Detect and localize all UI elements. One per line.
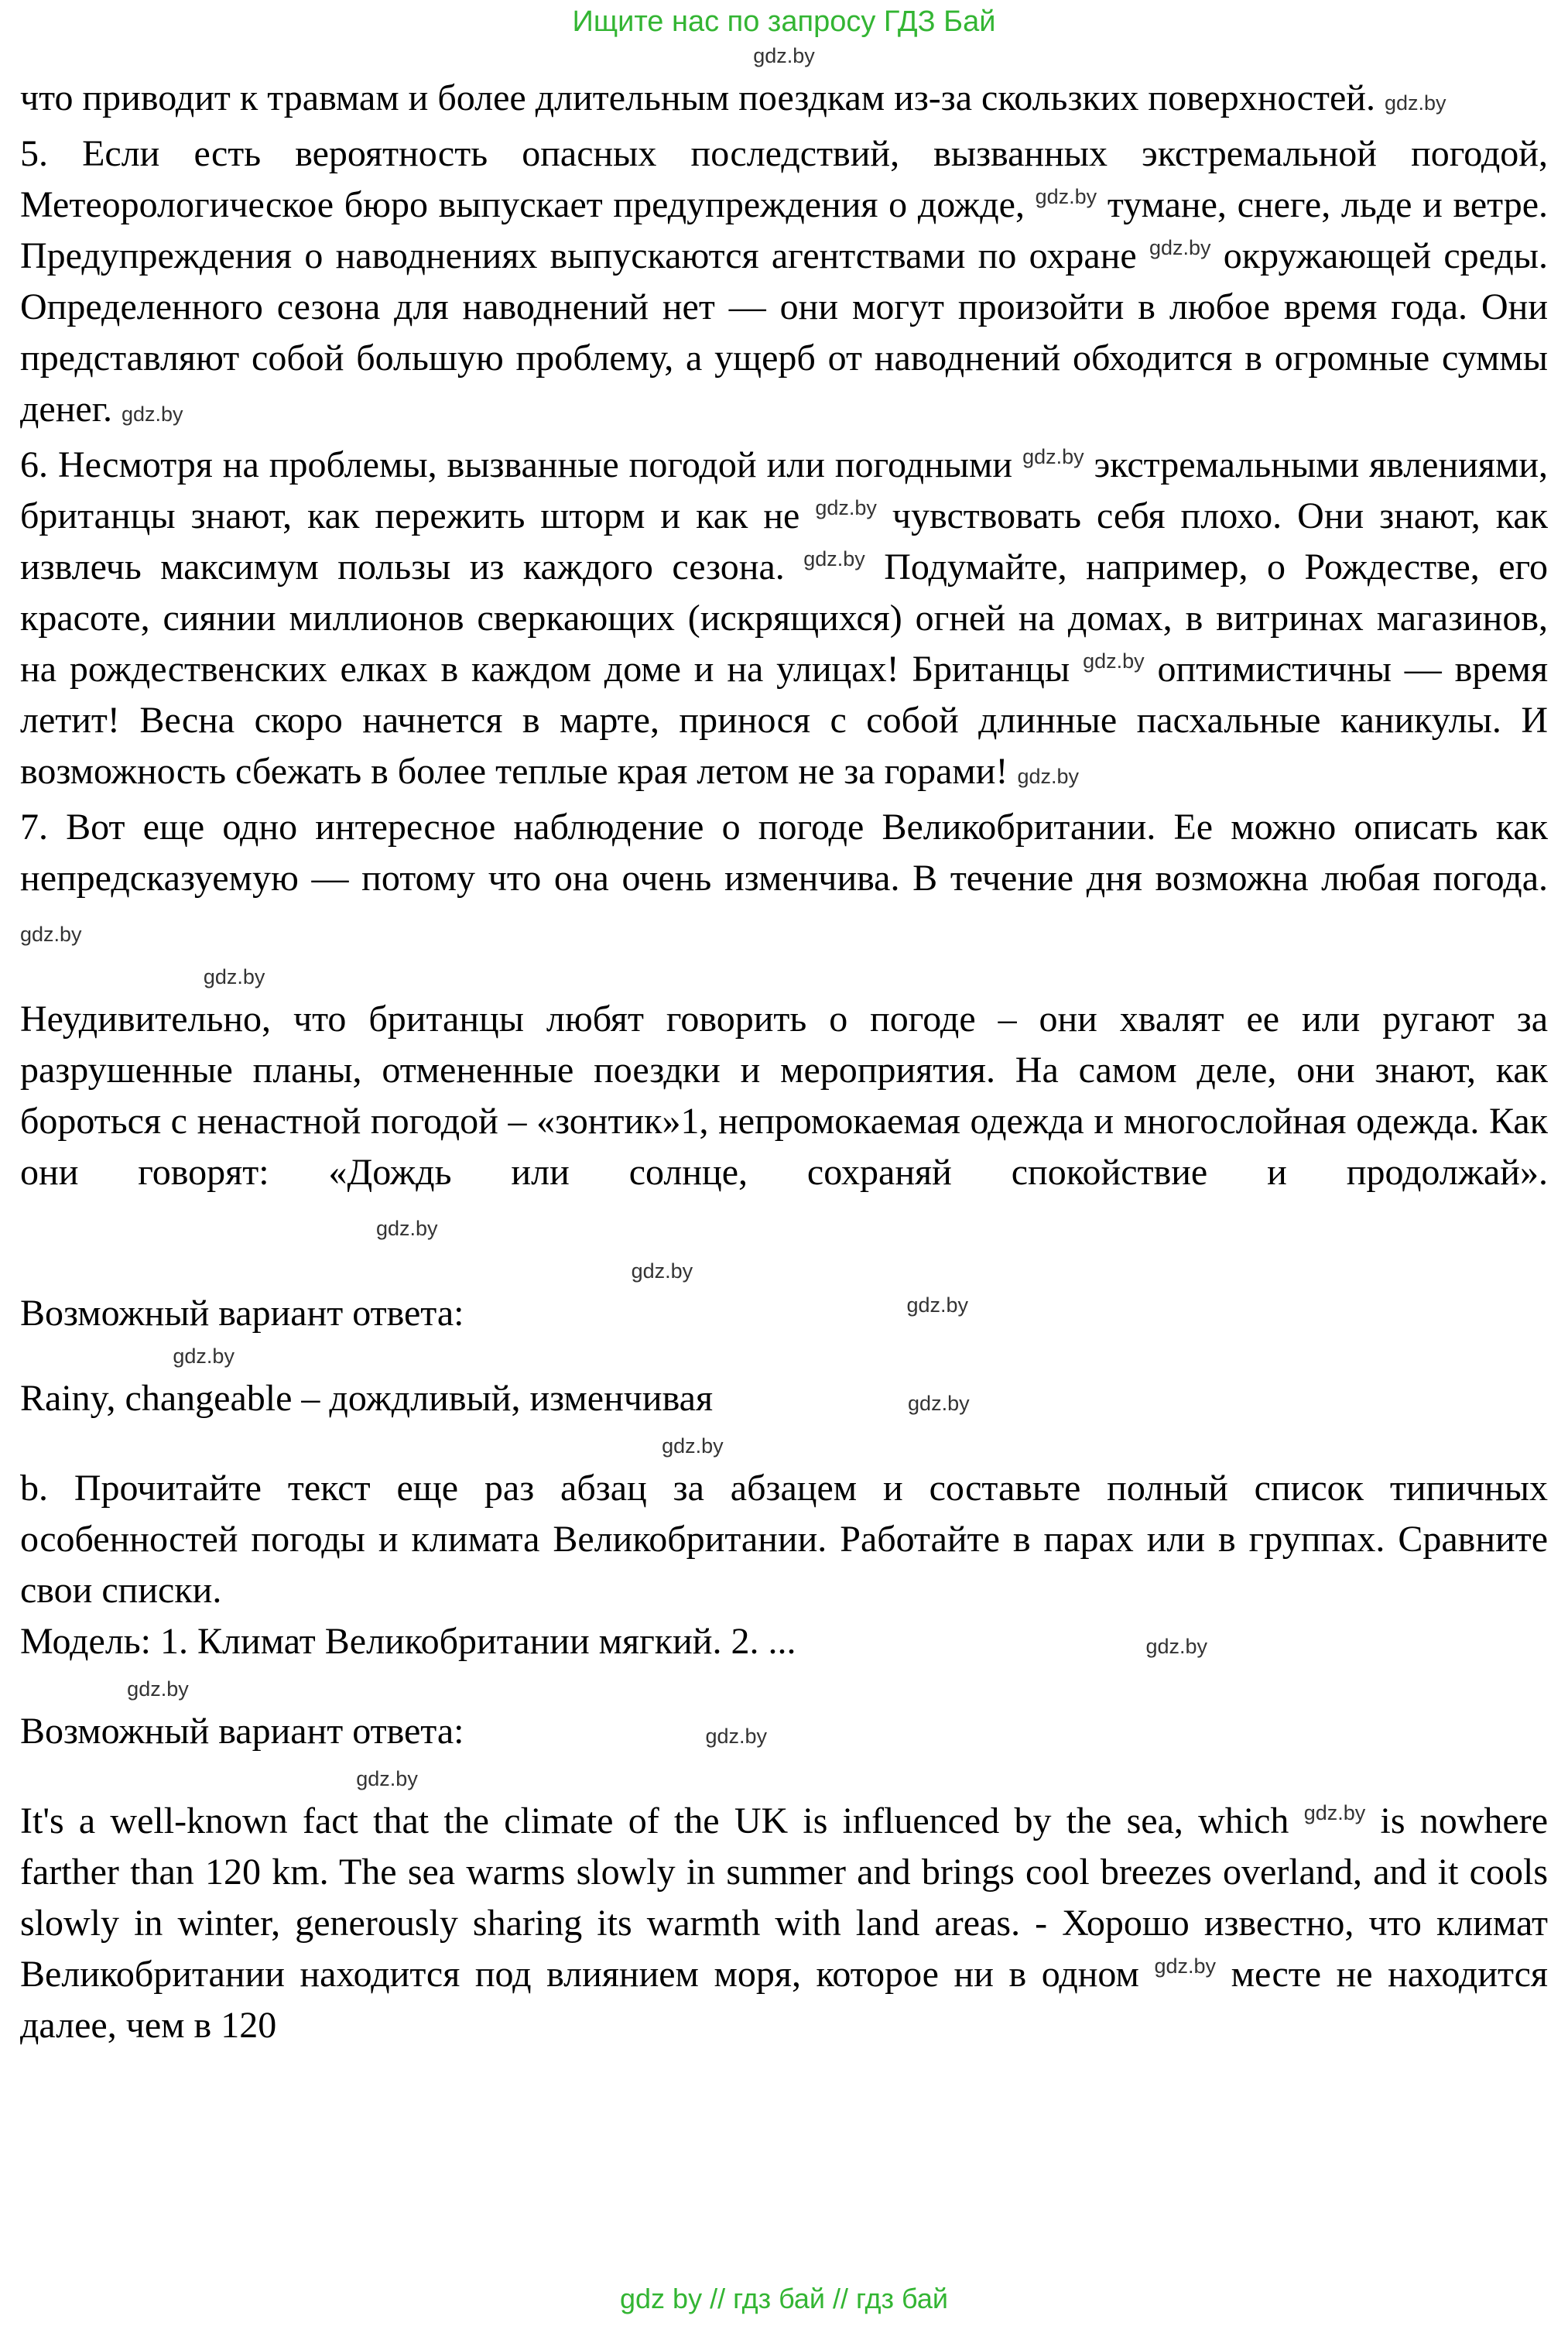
gdzby-watermark: gdz.by	[1145, 1635, 1208, 1658]
gdzby-watermark: gdz.by	[356, 1767, 418, 1790]
gdzby-watermark: gdz.by	[1022, 445, 1084, 468]
watermark-line	[20, 39, 1548, 73]
text-run: окружающей среды. Определенного сезона для наводнений нет — они могут произойти в любое время года. Они представляют собой большую проблему, а ущерб от наводнений обходится в огромные суммы денег.	[20, 235, 1549, 430]
text-run: Неудивительно, что британцы любят говорить о погоде – они хвалят ее или ругают за разрушенные планы, отмененные поездки и мероприятия. На самом деле, они знают, как бороться с ненастной погодой – «зонтик»1, непромокаемая одежда и многослойная одежда. Как они говорят: «Дождь или солнце, сохраняй спокойствие и продолжай».	[20, 999, 1548, 1193]
text-run: Возможный вариант ответа:	[20, 1711, 464, 1752]
gdzby-watermark: gdz.by	[1149, 236, 1211, 259]
promo-banner-text: Ищите нас по запросу ГДЗ Бай	[572, 5, 996, 38]
gdzby-watermark: gdz.by	[753, 44, 815, 67]
text-run: is nowhere farther than 120 km. The sea warms slowly in summer and brings cool breezes overland, and it cools slowly in winter, generously sharing its warmth with land areas. - Хорошо известно, что климат Великобритании находится под влиянием моря, которое ни в одном	[20, 1800, 1549, 1995]
watermark-line	[20, 1339, 1548, 1373]
document-body	[20, 73, 1548, 2051]
text-run: Возможный вариант ответа:	[20, 1293, 464, 1334]
answer-rainy-line	[20, 1373, 1548, 1429]
text-run: оптимистичны — время летит! Весна скоро начнется в марте, принося с собой длинные пасхальные каникулы. И возможность сбежать в более теплые края летом не за горами!	[20, 649, 1549, 792]
gdzby-watermark: gdz.by	[127, 1677, 189, 1701]
text-run: It's a well-known fact that the climate of the UK is influenced by the sea, which	[20, 1800, 1289, 1841]
answer-label-2	[20, 1706, 1548, 1762]
gdzby-watermark: gdz.by	[203, 965, 265, 988]
gdzby-watermark: gdz.by	[20, 923, 82, 946]
text-run: месте не находится далее, чем в 120	[20, 1954, 1549, 2046]
text-run: чувствовать себя плохо. Они знают, как извлечь максимум пользы из каждого сезона.	[20, 495, 1549, 587]
gdzby-watermark: gdz.by	[705, 1725, 768, 1748]
text-run: 5. Если есть вероятность опасных последствий, вызванных экстремальной погодой, Метеорологическое бюро выпускает предупреждения о дожде,	[20, 133, 1548, 225]
text-run: 7. Вот еще одно интересное наблюдение о погоде Великобритании. Ее можно описать как непредсказуемую — потому что она очень изменчива. В течение дня возможна любая погода.	[20, 807, 1548, 899]
text-run: Модель: 1. Климат Великобритании мягкий. 2. ...	[20, 1621, 796, 1662]
gdzby-watermark: gdz.by	[1303, 1801, 1366, 1824]
text-run: экстремальными явлениями, британцы знают, как пережить шторм и как не	[20, 444, 1549, 536]
watermark-line	[20, 1672, 1548, 1706]
paragraph-5	[20, 128, 1548, 440]
watermark-line	[20, 1429, 1548, 1463]
watermark-line	[20, 1254, 1548, 1288]
promo-header	[20, 5, 1548, 73]
gdzby-watermark: gdz.by	[908, 1392, 970, 1415]
model-line	[20, 1616, 1548, 1672]
gdzby-watermark: gdz.by	[376, 1217, 438, 1240]
paragraph-7	[20, 802, 1548, 960]
gdzby-watermark: gdz.by	[1083, 649, 1145, 673]
watermark-line	[20, 1762, 1548, 1796]
paragraph-task-b	[20, 1463, 1548, 1616]
gdzby-watermark: gdz.by	[1154, 1954, 1217, 1978]
gdzby-watermark: gdz.by	[1384, 91, 1446, 115]
gdzby-watermark: gdz.by	[173, 1345, 235, 1368]
paragraph-8	[20, 994, 1548, 1254]
site-footer	[0, 2283, 1568, 2315]
footer-text: gdz by // гдз бай // гдз бай	[620, 2283, 948, 2314]
text-run: b. Прочитайте текст еще раз абзац за абзацем и составьте полный список типичных особенностей погоды и климата Великобритании. Работайте в парах или в группах. Сравните свои списки.	[20, 1468, 1548, 1611]
gdzby-watermark: gdz.by	[662, 1434, 724, 1458]
gdzby-watermark: gdz.by	[1017, 765, 1080, 788]
gdzby-watermark: gdz.by	[122, 403, 183, 426]
paragraph-intro	[20, 73, 1548, 128]
paragraph-6	[20, 440, 1548, 802]
gdzby-watermark: gdz.by	[815, 496, 877, 519]
gdzby-watermark: gdz.by	[1035, 185, 1097, 208]
text-run: Rainy, changeable – дождливый, изменчивая	[20, 1378, 714, 1419]
text-run: тумане, снеге, льде и ветре. Предупреждения о наводнениях выпускаются агентствами по охране	[20, 184, 1549, 276]
text-run: Подумайте, например, о Рождестве, его красоте, сиянии миллионов сверкающих (искрящихся) огней на домах, в витринах магазинов, на рождественских елках в каждом доме и на улицах! Британцы	[20, 546, 1549, 690]
watermark-line	[20, 960, 1548, 994]
paragraph-english-answer	[20, 1796, 1548, 2051]
text-run: 6. Несмотря на проблемы, вызванные погодой или погодными	[20, 444, 1013, 485]
gdzby-watermark: gdz.by	[906, 1293, 969, 1317]
gdzby-watermark: gdz.by	[631, 1259, 693, 1283]
gdzby-watermark: gdz.by	[803, 547, 865, 570]
answer-label-1	[20, 1288, 1548, 1339]
text-run: что приводит к травмам и более длительным поездкам из-за скользких поверхностей.	[20, 77, 1375, 118]
